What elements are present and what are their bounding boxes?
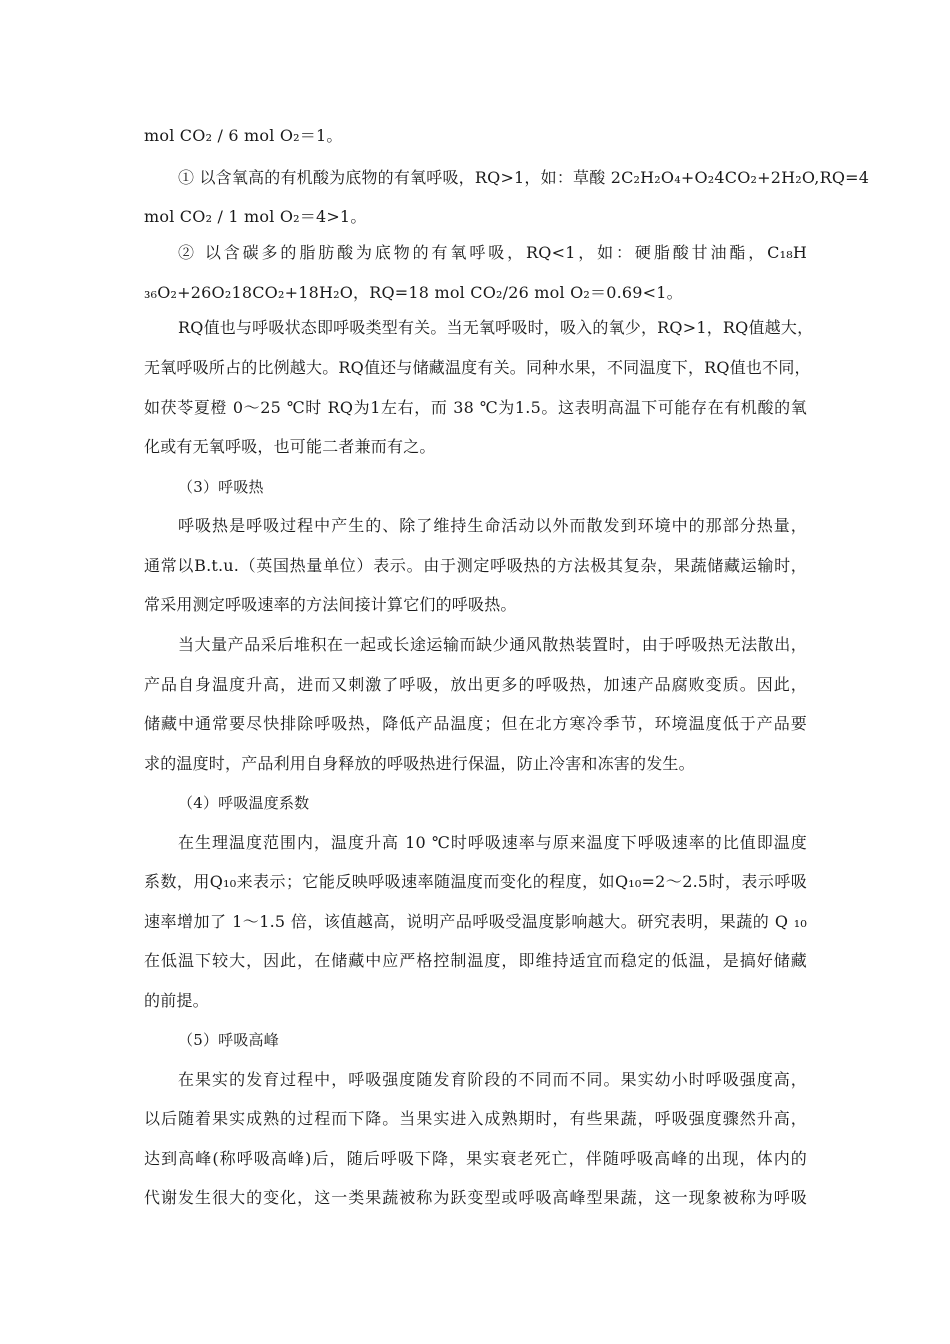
section-heading: （4）呼吸温度系数 xyxy=(178,794,310,812)
text-line: 系数，用Q₁₀来表示；它能反映呼吸速率随温度而变化的程度，如Q₁₀=2～2.5时，表示呼吸 xyxy=(144,872,807,891)
text-line: 的前提。 xyxy=(144,991,209,1010)
text-line: mol CO₂ / 1 mol O₂＝4>1。 xyxy=(144,207,367,226)
text-line: 如茯苓夏橙 0～25 ℃时 RQ为1左右，而 38 ℃为1.5。这表明高温下可能存在有机酸的氧 xyxy=(144,398,807,417)
text-line: 求的温度时，产品利用自身释放的呼吸热进行保温，防止冷害和冻害的发生。 xyxy=(144,754,695,773)
text-line: 通常以B.t.u.（英国热量单位）表示。由于测定呼吸热的方法极其复杂，果蔬储藏运输时， xyxy=(144,556,807,575)
text-line: 在生理温度范围内，温度升高 10 ℃时呼吸速率与原来温度下呼吸速率的比值即温度 xyxy=(178,833,807,852)
text-line: 产品自身温度升高，进而又刺激了呼吸，放出更多的呼吸热，加速产品腐败变质。因此， xyxy=(144,675,807,694)
text-line: 呼吸热是呼吸过程中产生的、除了维持生命活动以外而散发到环境中的那部分热量， xyxy=(178,516,807,535)
text-line: 化或有无氧呼吸，也可能二者兼而有之。 xyxy=(144,437,436,456)
text-line: ₃₆O₂+26O₂18CO₂+18H₂O，RQ=18 mol CO₂/26 mol O₂＝0.69<1。 xyxy=(144,283,683,302)
text-line: 常采用测定呼吸速率的方法间接计算它们的呼吸热。 xyxy=(144,595,517,614)
text-line: 在果实的发育过程中，呼吸强度随发育阶段的不同而不同。果实幼小时呼吸强度高， xyxy=(178,1070,807,1089)
text-line: 在低温下较大，因此，在储藏中应严格控制温度，即维持适宜而稳定的低温，是搞好储藏 xyxy=(144,951,807,970)
text-line: 达到高峰(称呼吸高峰)后，随后呼吸下降，果实衰老死亡，伴随呼吸高峰的出现，体内的 xyxy=(144,1149,807,1168)
section-heading: （3）呼吸热 xyxy=(178,478,264,496)
text-line: ① 以含氧高的有机酸为底物的有氧呼吸，RQ>1，如：草酸 2C₂H₂O₄+O₂4CO₂+2H₂O,RQ=4 xyxy=(178,168,870,187)
text-line: 无氧呼吸所占的比例越大。RQ值还与储藏温度有关。同种水果，不同温度下，RQ值也不同， xyxy=(144,358,811,377)
section-heading: （5）呼吸高峰 xyxy=(178,1031,279,1049)
text-line: 当大量产品采后堆积在一起或长途运输而缺少通风散热装置时，由于呼吸热无法散出， xyxy=(178,635,807,654)
text-line: ② 以含碳多的脂肪酸为底物的有氧呼吸，RQ<1，如：硬脂酸甘油酯，C₁₈H xyxy=(178,243,807,262)
text-line: RQ值也与呼吸状态即呼吸类型有关。当无氧呼吸时，吸入的氧少，RQ>1，RQ值越大， xyxy=(178,318,814,337)
text-line: 速率增加了 1～1.5 倍，该值越高，说明产品呼吸受温度影响越大。研究表明，果蔬的 Q ₁₀ xyxy=(144,912,807,931)
text-line: 储藏中通常要尽快排除呼吸热，降低产品温度；但在北方寒冷季节，环境温度低于产品要 xyxy=(144,714,807,733)
text-line: mol CO₂ / 6 mol O₂＝1。 xyxy=(144,126,343,145)
text-line: 以后随着果实成熟的过程而下降。当果实进入成熟期时，有些果蔬，呼吸强度骤然升高， xyxy=(144,1109,807,1128)
text-line: 代谢发生很大的变化，这一类果蔬被称为跃变型或呼吸高峰型果蔬，这一现象被称为呼吸 xyxy=(144,1188,807,1207)
